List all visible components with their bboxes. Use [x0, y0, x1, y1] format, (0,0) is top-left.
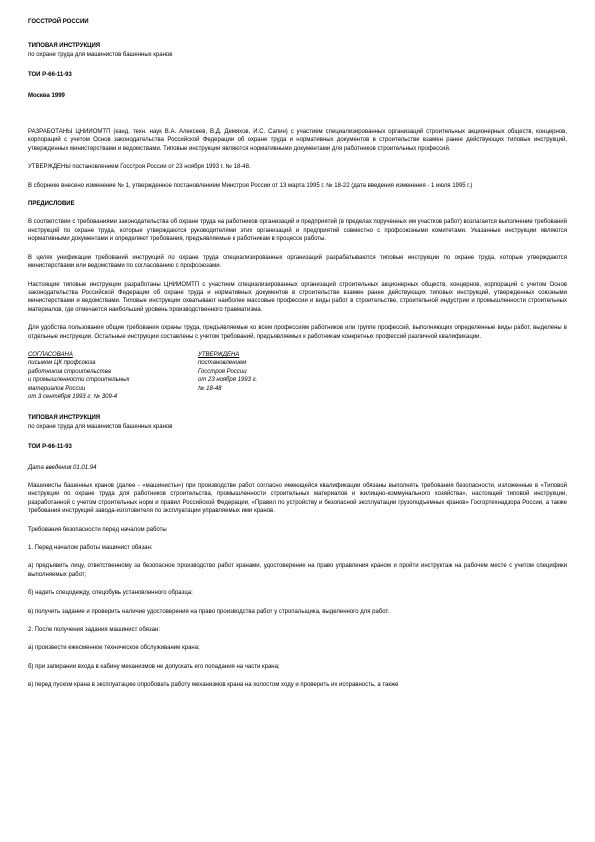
second-document-code: ТОИ Р-66-11-93: [28, 444, 72, 451]
agreed-line: и промышленности строительных: [28, 377, 130, 384]
instruction-item: а) произвести ежесменное техническое обслуживание крана;: [28, 645, 200, 652]
approved-line: от 23 ноября 1993 г.: [198, 377, 258, 384]
agreed-line: письмом ЦК профсоюза: [28, 360, 96, 367]
approved-line: постановлением: [198, 360, 247, 367]
preface-heading: ПРЕДИСЛОВИЕ: [28, 201, 75, 208]
title-line-2: по охране труда для машинистов башенных кранов: [28, 51, 173, 58]
second-title-line-2: по охране труда для машинистов башенных кранов: [28, 423, 173, 430]
developed-by-paragraph: РАЗРАБОТАНЫ ЦНИИОМТП (канд. техн. наук В.А. Алексеев, В.Д. Демяхов, И.С. Сапин) с участием специализированных организаций строительных акционерных обществ, концернов, корпораций с учетом Основ законодательства Российской Федерации об охране труда и нормативных документов в строительстве взамен ранее действующих типовых инструкций, утвержденных министерствами и ведомствами. Типовые инструкции являются нормативными документами для работников строительных профессий.: [28, 129, 567, 152]
second-title-line-1: ТИПОВАЯ ИНСТРУКЦИЯ: [28, 415, 101, 422]
instruction-item: в) получить задание и проверить наличие удостоверения на право производства работ у стропальщика, выделенного для работ.: [28, 608, 390, 615]
instruction-item: 2. После получения задания машинист обязан:: [28, 627, 160, 634]
effective-date: Дата введения 01.01.94: [28, 464, 97, 471]
section-heading: Требования безопасности перед началом работы: [28, 526, 167, 533]
approved-line: Госстроя России: [198, 368, 247, 375]
instruction-item: 1. Перед началом работы машинист обязан:: [28, 545, 153, 552]
approved-by-paragraph: УТВЕРЖДЕНЫ постановлением Госстроя России от 23 ноября 1993 г. № 18-48.: [28, 164, 251, 171]
instruction-item: в) перед пуском крана в эксплуатацию опробовать работу механизмов крана на холостом ходу и проверить их исправность, а также: [28, 682, 399, 689]
preface-paragraph: Для удобства пользования общие требования охраны труда, предъявляемые ко всем профессиям работников или группе профессий, выполняющих определенные виды работ, выделены в отдельные инструкции. Остальные инструкции составлены с учетом требований, предъявляемых к работникам конкретных профессий различной квалификации.: [28, 325, 567, 340]
document-code: ТОИ Р-66-11-93: [28, 72, 72, 79]
agreed-column: [28, 351, 178, 401]
instruction-item: б) при запирании входа в кабину механизмов не допускать его попадания на части крана;: [28, 663, 280, 670]
instruction-item: б) надеть спецодежду, спецобувь установленного образца;: [28, 590, 193, 597]
city-year: Москва 1999: [28, 92, 65, 99]
agreed-line: работников строительства: [28, 368, 111, 375]
approved-column: [198, 351, 348, 401]
agreed-line: от 3 сентября 1993 г. № 309-4: [28, 393, 118, 400]
preface-paragraph: В соответствии с требованиями законодательства об охране труда на работников организаций и предприятий (в пределах порученных им участков работ) возлагается выполнение требований инструкций по охране труда, которые утверждаются руководителями этих организаций и предприятий совместно с профсоюзными комитетами. Указанные инструкции являются нормативными документами и определяют требования, предъявляемые к работникам в процессе работы.: [28, 219, 567, 243]
instruction-item: а) предъявить лицу, ответственному за безопасное производство работ кранами, удостоверение на право управления краном и пройти инструктаж на рабочем месте с учетом специфики выполняемых работ;: [28, 563, 567, 578]
organization-name: ГОССТРОЙ РОССИИ: [28, 19, 89, 25]
preface-paragraph: В целях унификации требований инструкций по охране труда специализированных организаций разрабатываются типовые инструкции по охране труда, которые утверждаются министерствами или ведомствами по согласованию с профсоюзами.: [28, 254, 567, 270]
intro-paragraph: Машинисты башенных кранов (далее - «машинисты») при производстве работ согласно имеющейся квалификации обязаны выполнять требования безопасности, изложенные в «Типовой инструкции по охране труда для работников строительства, промышленности строительных материалов и жилищно-коммунального хозяйства», настоящей типовой инструкции, разработанной с учетом строительных норм и правил Российской Федерации, «Правил по устройству и безопасной эксплуатации грузоподъемных кранов» Госгортехнадзора России, а также требования инструкций завода-изготовителя по эксплуатации управляемых ими кранов.: [28, 483, 567, 515]
approvals-block: [28, 351, 567, 401]
approved-line: № 18-48: [198, 385, 222, 392]
agreed-line: материалов России: [28, 385, 86, 392]
amendment-paragraph: В сборнике внесено изменение № 1, утвержденное постановлением Минстроя России от 13 марта 1995 г. № 18-22 (дата введения изменения - 1 июля 1995 г.): [28, 182, 473, 189]
document-title: [28, 42, 567, 59]
agreed-heading: СОГЛАСОВАНА: [28, 351, 73, 358]
second-title: [28, 414, 567, 431]
approved-heading: УТВЕРЖДЕНА: [198, 351, 240, 358]
title-line-1: ТИПОВАЯ ИНСТРУКЦИЯ: [28, 43, 101, 50]
preface-paragraph: Настоящие типовые инструкции разработаны ЦНИИОМТП с участием специализированных организаций строительных акционерных обществ, концернов, корпораций с учетом Основ законодательства Российской Федерации об охране труда и нормативных документов в строительстве взамен ранее действующих типовых инструкций, утвержденных союзными министерствами и ведомствами. Типовые инструкции охватывают наиболее массовые профессии и виды работ в строительстве, строительной индустрии и промышленности строительных материалов, где отмечается наибольший уровень производственного травматизма.: [28, 281, 567, 313]
